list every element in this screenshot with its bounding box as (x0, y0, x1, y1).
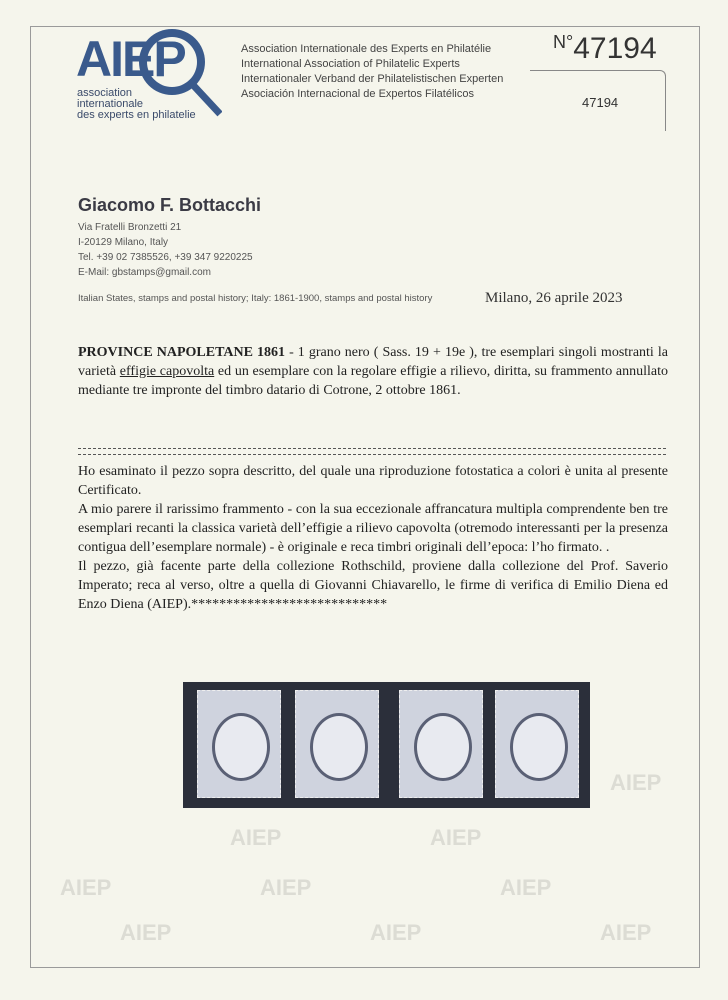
address-line: Via Fratelli Bronzetti 21 (78, 222, 182, 233)
aiep-logo (52, 22, 222, 122)
stamp (295, 690, 379, 798)
stamp-fragment-image (183, 682, 590, 808)
expert-name: Giacomo F. Bottacchi (78, 195, 262, 215)
watermark-logo: AIEP (430, 825, 482, 850)
association-names (241, 42, 503, 102)
logo-sub-line: internationale (77, 98, 144, 110)
certificate-date: Milano, 26 aprile 2023 (485, 290, 623, 306)
number-box (530, 70, 666, 131)
watermark-logo: AIEP (610, 770, 662, 795)
watermark-logo: AIEP (370, 920, 422, 945)
opinion-paragraph: A mio parere il rarissimo frammento - con la sua eccezionale affrancatura multipla comprendente ben tre esemplari recanti la classica varietà dell’effigie a rilievo capovolta (otremodo interessanti per la presenza contigua dell’esemplare normale) - è originale e reca timbri originali dell’epoca: l’ho firmato. . (78, 502, 668, 555)
header-line: Asociación Internacional de Expertos Filatélicos (241, 88, 474, 100)
watermark-logo: AIEP (230, 825, 282, 850)
logo-subtitle (77, 88, 196, 121)
watermark-logo: AIEP (120, 920, 172, 945)
watermark-logo: AIEP (500, 875, 552, 900)
stamp (197, 690, 281, 798)
opinion-paragraph: Il pezzo, già facente parte della collezione Rothschild, proviene dalla collezione del Prof. Saverio Imperato; reca al verso, oltre a quella di Giovanni Chiavarello, le firme di verifica di Emilio Diena ed Enzo Diena (AIEP).**************************** (78, 559, 668, 612)
logo-sub-line: des experts en philatelie (77, 109, 196, 121)
description-text: ed un esemplare con la regolare effigie a rilievo, diritta, su frammento annullato mediante tre impronte del timbro datario di Cotrone, 2 ottobre 1861. (78, 364, 668, 398)
stamp (399, 690, 483, 798)
opinion-paragraph: Ho esaminato il pezzo sopra descritto, del quale una riproduzione fotostatica a colori è unita al presente Certificato. (78, 464, 668, 498)
expert-opinion (78, 462, 668, 614)
stamp-description (78, 343, 668, 400)
stamp (495, 690, 579, 798)
description-text: - 1 grano nero ( Sass. 19 + 19e ), tre esemplari singoli mostranti la varietà (78, 345, 668, 379)
watermark-logo: AIEP (260, 875, 312, 900)
expert-specialty: Italian States, stamps and postal history; Italy: 1861-1900, stamps and postal history (78, 293, 433, 304)
phone-line: Tel. +39 02 7385526, +39 347 9220225 (78, 252, 253, 263)
watermark-logo: AIEP (60, 875, 112, 900)
logo-sub-line: association (77, 87, 133, 99)
number-value: 47194 (573, 32, 657, 65)
certificate-number (553, 32, 657, 66)
header-line: Association Internationale des Experts en Philatélie (241, 43, 492, 55)
header-line: Internationaler Verband der Philatelistischen Experten (241, 73, 504, 85)
separator (78, 448, 666, 455)
expert-address (78, 220, 253, 280)
logo-text: AIEP (76, 31, 185, 87)
description-underlined: effigie capovolta (119, 364, 215, 379)
city-line: I-20129 Milano, Italy (78, 237, 169, 248)
number-small: 47194 (582, 95, 619, 110)
watermark-logo: AIEP (600, 920, 652, 945)
email-line: E-Mail: gbstamps@gmail.com (78, 267, 211, 278)
header-line: International Association of Philatelic Experts (241, 58, 460, 70)
description-title: PROVINCE NAPOLETANE 1861 (78, 345, 285, 360)
number-prefix: N° (553, 32, 574, 52)
